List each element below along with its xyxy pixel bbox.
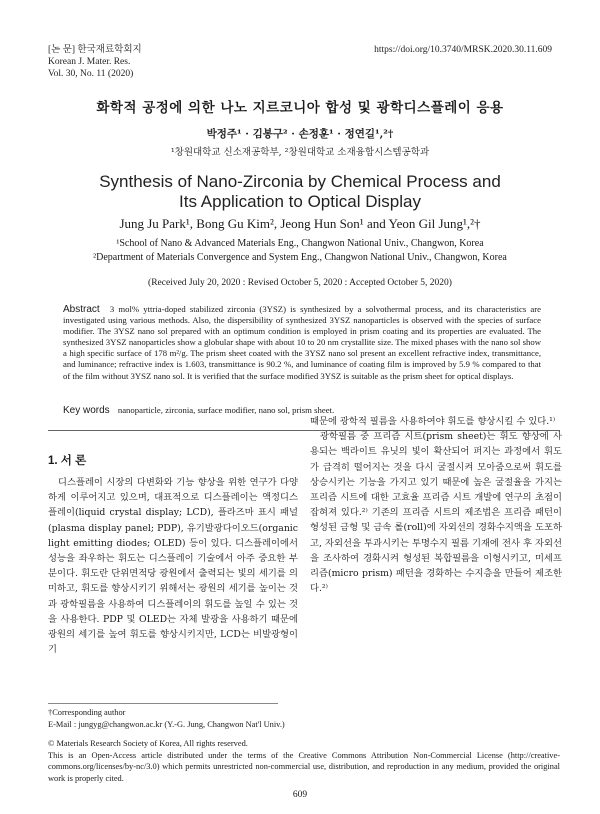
corresponding-author: †Corresponding author xyxy=(48,708,126,717)
english-authors: Jung Ju Park¹, Bong Gu Kim², Jeong Hun Son¹ and Yeon Gil Jung¹,²† xyxy=(119,216,481,231)
korean-affiliation: ¹창원대학교 신소재공학부, ²창원대학교 소재융합시스템공학과 xyxy=(170,147,430,158)
korean-authors: 박정주¹ · 김봉구² · 손정훈¹ · 정연길¹,²† xyxy=(206,128,394,140)
english-affiliation-2: ²Department of Materials Convergence and System Eng., Changwon National Univ., Changwon, Korea xyxy=(93,252,507,263)
intro-paragraph-2: 광학필름 중 프리즘 시트(prism sheet)는 휘도 향상에 사용되는 백라이트 유닛의 빛이 확산되어 퍼지는 과정에서 휘도가 급격히 떨어지는 것을 다시 굴절시켜 모아줌으로써 휘도를 상승시키는 기능을 가지고 있기 때문에 높은 굴절율을 가지는 프리즘 시트에 대한 고효율 프리즘 시트 개발에 연구의 초점이 잡혀져 있다.²⁾ 기존의 프리즘 시트의 제조법은 프리즘 패턴이 형성된 금형 및 금속 롤(roll)에 자외선의 경화수지액을 도포하고, 자외선을 투과시키는 투명수지 필름 기재에 전사 후 자외선을 조사하여 경화시켜 형성된 복합필름을 이형시키고, 미세프리즘(micro prism) 패턴을 경화하는 수지층을 만들어 제조한다.²⁾ xyxy=(310,431,562,595)
journal-volume: Vol. 30, No. 11 (2020) xyxy=(48,69,134,79)
english-title-line2: Its Application to Optical Display xyxy=(179,192,421,211)
intro-right-column xyxy=(310,414,562,596)
section-heading: 1. 서 론 xyxy=(48,455,87,467)
abstract-text: 3 mol% yttria-doped stabilized zirconia (3YSZ) is synthesized by a solvothermal process, and its characteristics are investigated using various methods. Also, the dispersibility of synthesized 3YSZ nanoparticles is observed with the species of surface modifier. The 3YSZ nano sol prepared with an optimum condition is employed in prism coating and its properties are evaluated. The synthesized 3YSZ nanoparticles show a globular shape with about 10 to 20 nm crystallite size. The mixed phases with the nano sol show a high specific surface of 178 m²/g. The prism sheet coated with the 3YSZ nano sol present an excellent refractive index, transmittance, and luminance; refractive index is 1.603, transmittance is 90.2 %, and luminance of coating film is improved by 5.9 % compared to that of the film without 3YSZ nano sol. It is verified that the surface modified 3YSZ is suitable as the prism sheet for optical displays. xyxy=(63,304,541,381)
keywords-label: Key words xyxy=(63,405,110,416)
page-number: 609 xyxy=(292,790,308,800)
copyright-notice: © Materials Research Society of Korea, All rights reserved. xyxy=(48,739,248,748)
abstract-label: Abstract xyxy=(63,304,100,315)
korean-title: 화학적 공정에 의한 나노 지르코니아 합성 및 광학디스플레이 응용 xyxy=(96,100,504,116)
journal-name-korean: [논 문] 한국재료학회지 xyxy=(48,45,142,55)
doi-link[interactable]: https://doi.org/10.3740/MRSK.2020.30.11.609 xyxy=(374,45,552,55)
abstract xyxy=(63,304,541,382)
intro-paragraph-continued: 때문에 광학적 필름을 사용하여야 휘도를 향상시킬 수 있다.¹⁾ xyxy=(310,416,556,427)
license-notice: This is an Open-Access article distributed under the terms of the Creative Commons Attribution Non-Commercial License (http://creative-commons.org/licenses/by-nc/3.0) which permits unrestricted non-commercial use, distribution, and reproduction in any medium, provided the original work is properly cited. xyxy=(48,751,560,783)
author-email: E-Mail : jungyg@changwon.ac.kr (Y.-G. Jung, Changwon Nat'l Univ.) xyxy=(48,720,285,729)
journal-name-english: Korean J. Mater. Res. xyxy=(48,57,131,67)
journal-info xyxy=(48,44,142,80)
english-title xyxy=(0,172,600,212)
received-dates: (Received July 20, 2020 : Revised October 5, 2020 : Accepted October 5, 2020) xyxy=(148,278,452,288)
english-title-line1: Synthesis of Nano-Zirconia by Chemical Process and xyxy=(99,172,501,191)
footnote-divider xyxy=(48,703,278,704)
english-affiliation-1: ¹School of Nano & Advanced Materials Eng., Changwon National Univ., Changwon, Korea xyxy=(116,238,484,249)
keywords-text: nanoparticle, zirconia, surface modifier, nano sol, prism sheet. xyxy=(117,405,335,415)
intro-left-column: 디스플레이 시장의 다변화와 기능 향상을 위한 연구가 다양하게 이루어지고 있으며, 대표적으로 디스플레이는 액정디스플레이(liquid crystal display; LCD), 플라즈마 표시 패널(plasma display panel; PDP), 유기발광다이오드(organic light emitting diodes; OLED) 등이 있다. 디스플레이에서 성능을 좌우하는 휘도는 디스플레이 기술에서 아주 중요한 부분이다. 휘도란 단위면적당 광원에서 출력되는 빛의 세기를 의미하고, 휘도를 향상시키기 위해서는 광원의 세기를 높이는 것과 광학필름을 사용하여 디스플레이의 휘도를 높일 수 있는 것을 사용한다. PDP 및 OLED는 자체 발광을 사용하기 때문에 광원의 세기를 높여 휘도를 향상시키지만, LCD는 비발광형이기 xyxy=(48,477,298,656)
